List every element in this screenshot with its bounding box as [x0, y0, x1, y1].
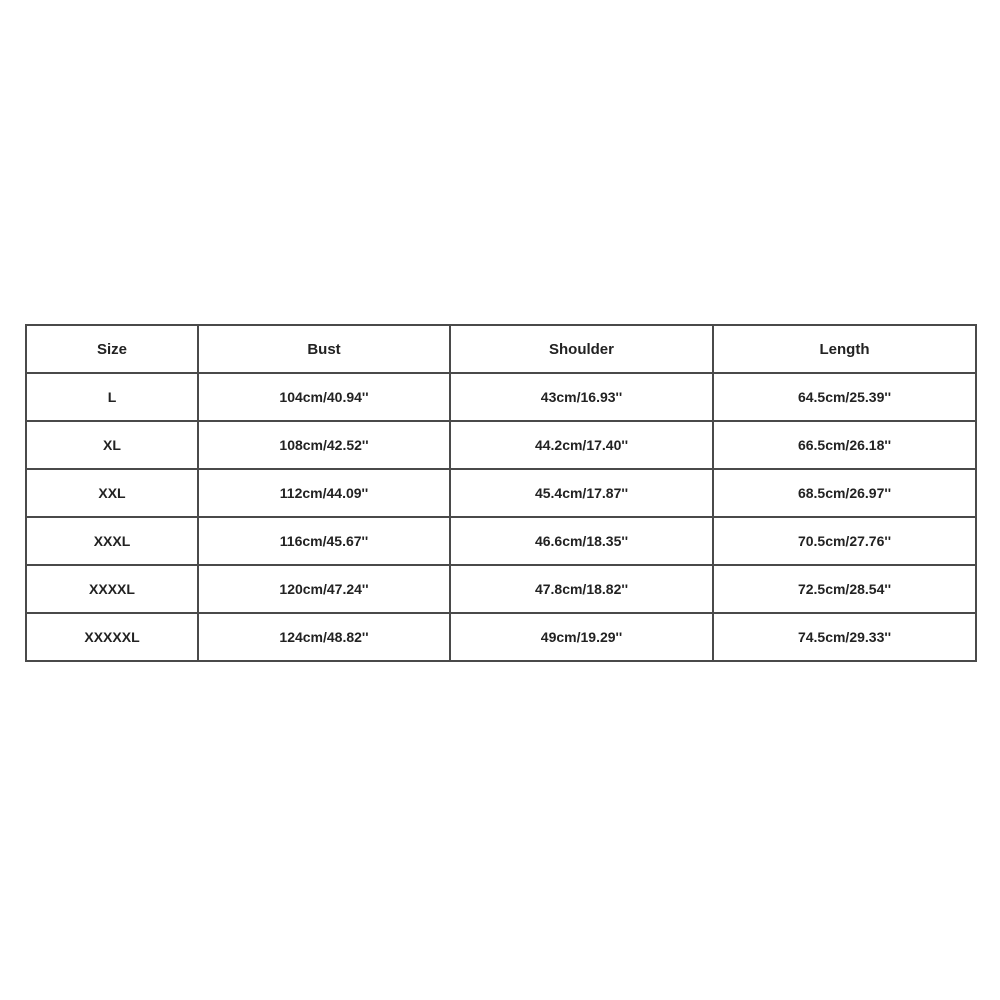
- header-row: [26, 325, 976, 373]
- cell-size: XXXXL: [26, 565, 198, 613]
- header-shoulder: Shoulder: [450, 325, 713, 373]
- cell-shoulder: 43cm/16.93'': [450, 373, 713, 421]
- cell-size: XXXL: [26, 517, 198, 565]
- header-bust: Bust: [198, 325, 450, 373]
- cell-shoulder: 46.6cm/18.35'': [450, 517, 713, 565]
- cell-shoulder: 44.2cm/17.40'': [450, 421, 713, 469]
- cell-shoulder: 49cm/19.29'': [450, 613, 713, 661]
- cell-bust: 104cm/40.94'': [198, 373, 450, 421]
- table-row: [26, 373, 976, 421]
- cell-size: L: [26, 373, 198, 421]
- cell-bust: 108cm/42.52'': [198, 421, 450, 469]
- cell-size: XXXXXL: [26, 613, 198, 661]
- cell-length: 68.5cm/26.97'': [713, 469, 976, 517]
- cell-bust: 120cm/47.24'': [198, 565, 450, 613]
- cell-shoulder: 45.4cm/17.87'': [450, 469, 713, 517]
- cell-size: XL: [26, 421, 198, 469]
- cell-length: 66.5cm/26.18'': [713, 421, 976, 469]
- cell-length: 64.5cm/25.39'': [713, 373, 976, 421]
- cell-shoulder: 47.8cm/18.82'': [450, 565, 713, 613]
- table-row: [26, 613, 976, 661]
- cell-bust: 112cm/44.09'': [198, 469, 450, 517]
- cell-size: XXL: [26, 469, 198, 517]
- table-row: [26, 421, 976, 469]
- size-chart-table: [25, 324, 977, 662]
- cell-bust: 124cm/48.82'': [198, 613, 450, 661]
- cell-length: 72.5cm/28.54'': [713, 565, 976, 613]
- header-size: Size: [26, 325, 198, 373]
- table-row: [26, 469, 976, 517]
- table-body: [26, 373, 976, 661]
- table-row: [26, 565, 976, 613]
- cell-bust: 116cm/45.67'': [198, 517, 450, 565]
- cell-length: 70.5cm/27.76'': [713, 517, 976, 565]
- header-length: Length: [713, 325, 976, 373]
- table-row: [26, 517, 976, 565]
- cell-length: 74.5cm/29.33'': [713, 613, 976, 661]
- table-header: [26, 325, 976, 373]
